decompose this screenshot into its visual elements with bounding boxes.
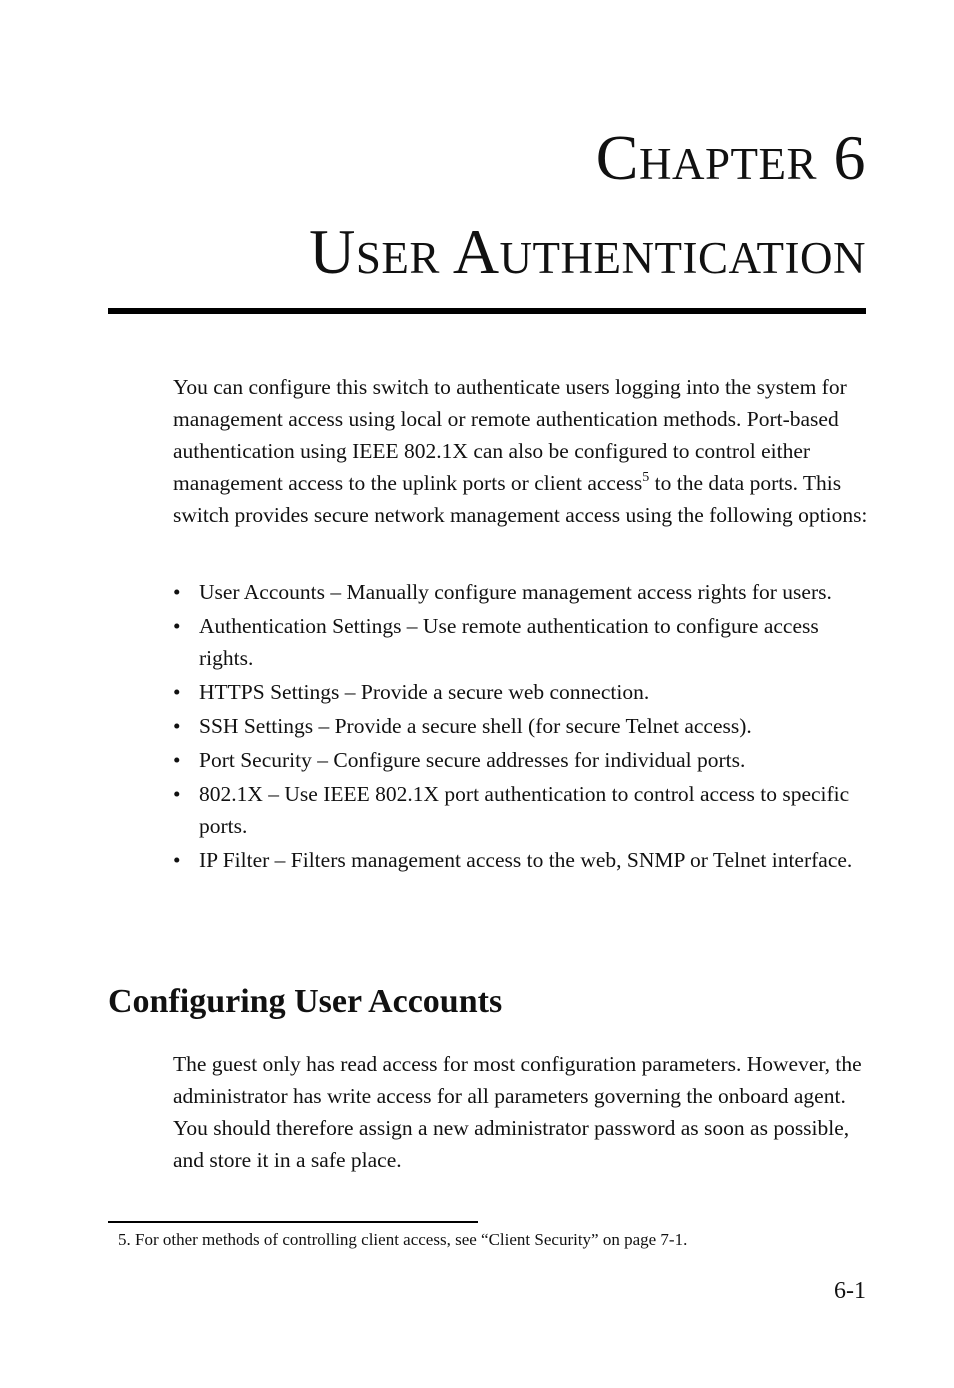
footnote-divider bbox=[108, 1221, 478, 1223]
page-number: 6-1 bbox=[834, 1278, 866, 1304]
chapter-title: User Authentication bbox=[309, 216, 866, 287]
option-text: HTTPS Settings – Provide a secure web connection. bbox=[199, 680, 650, 704]
list-item bbox=[173, 778, 873, 842]
bullet-icon: • bbox=[173, 782, 181, 806]
list-item bbox=[173, 844, 873, 876]
footnote: 5. For other methods of controlling client access, see “Client Security” on page 7-1. bbox=[118, 1230, 688, 1249]
list-item bbox=[173, 576, 873, 608]
option-text: IP Filter – Filters management access to the web, SNMP or Telnet interface. bbox=[199, 848, 853, 872]
list-item bbox=[173, 744, 873, 776]
chapter-label: Chapter 6 bbox=[595, 122, 866, 193]
option-text: User Accounts – Manually configure management access rights for users. bbox=[199, 580, 832, 604]
intro-text-end: to the data ports. This switch provides secure network management access using the following options: bbox=[173, 471, 868, 527]
list-item bbox=[173, 676, 873, 708]
option-text: Authentication Settings – Use remote authentication to configure access rights. bbox=[199, 614, 819, 670]
option-text: Port Security – Configure secure addresses for individual ports. bbox=[199, 748, 746, 772]
bullet-icon: • bbox=[173, 848, 181, 872]
section-paragraph: The guest only has read access for most configuration parameters. However, the administrator has write access for all parameters governing the onboard agent. You should therefore assign a new administrator password as soon as possible, and store it in a safe place. bbox=[173, 1052, 862, 1172]
list-item bbox=[173, 710, 873, 742]
bullet-icon: • bbox=[173, 748, 181, 772]
options-list bbox=[173, 576, 873, 878]
bullet-icon: • bbox=[173, 580, 181, 604]
section-heading: Configuring User Accounts bbox=[108, 983, 503, 1020]
footnote-reference: 5 bbox=[642, 470, 650, 485]
option-text: SSH Settings – Provide a secure shell (for secure Telnet access). bbox=[199, 714, 752, 738]
intro-text-start: You can configure this switch to authenticate users logging into the system for management access using local or remote authentication methods. Port-based authentication using IEEE 802.1X can also be configured to control either management access to the uplink ports or client access bbox=[173, 375, 847, 495]
list-item bbox=[173, 610, 873, 674]
chapter-divider bbox=[108, 308, 866, 314]
intro-paragraph bbox=[173, 371, 868, 531]
bullet-icon: • bbox=[173, 680, 181, 704]
bullet-icon: • bbox=[173, 714, 181, 738]
bullet-icon: • bbox=[173, 614, 181, 638]
option-text: 802.1X – Use IEEE 802.1X port authentication to control access to specific ports. bbox=[199, 782, 850, 838]
